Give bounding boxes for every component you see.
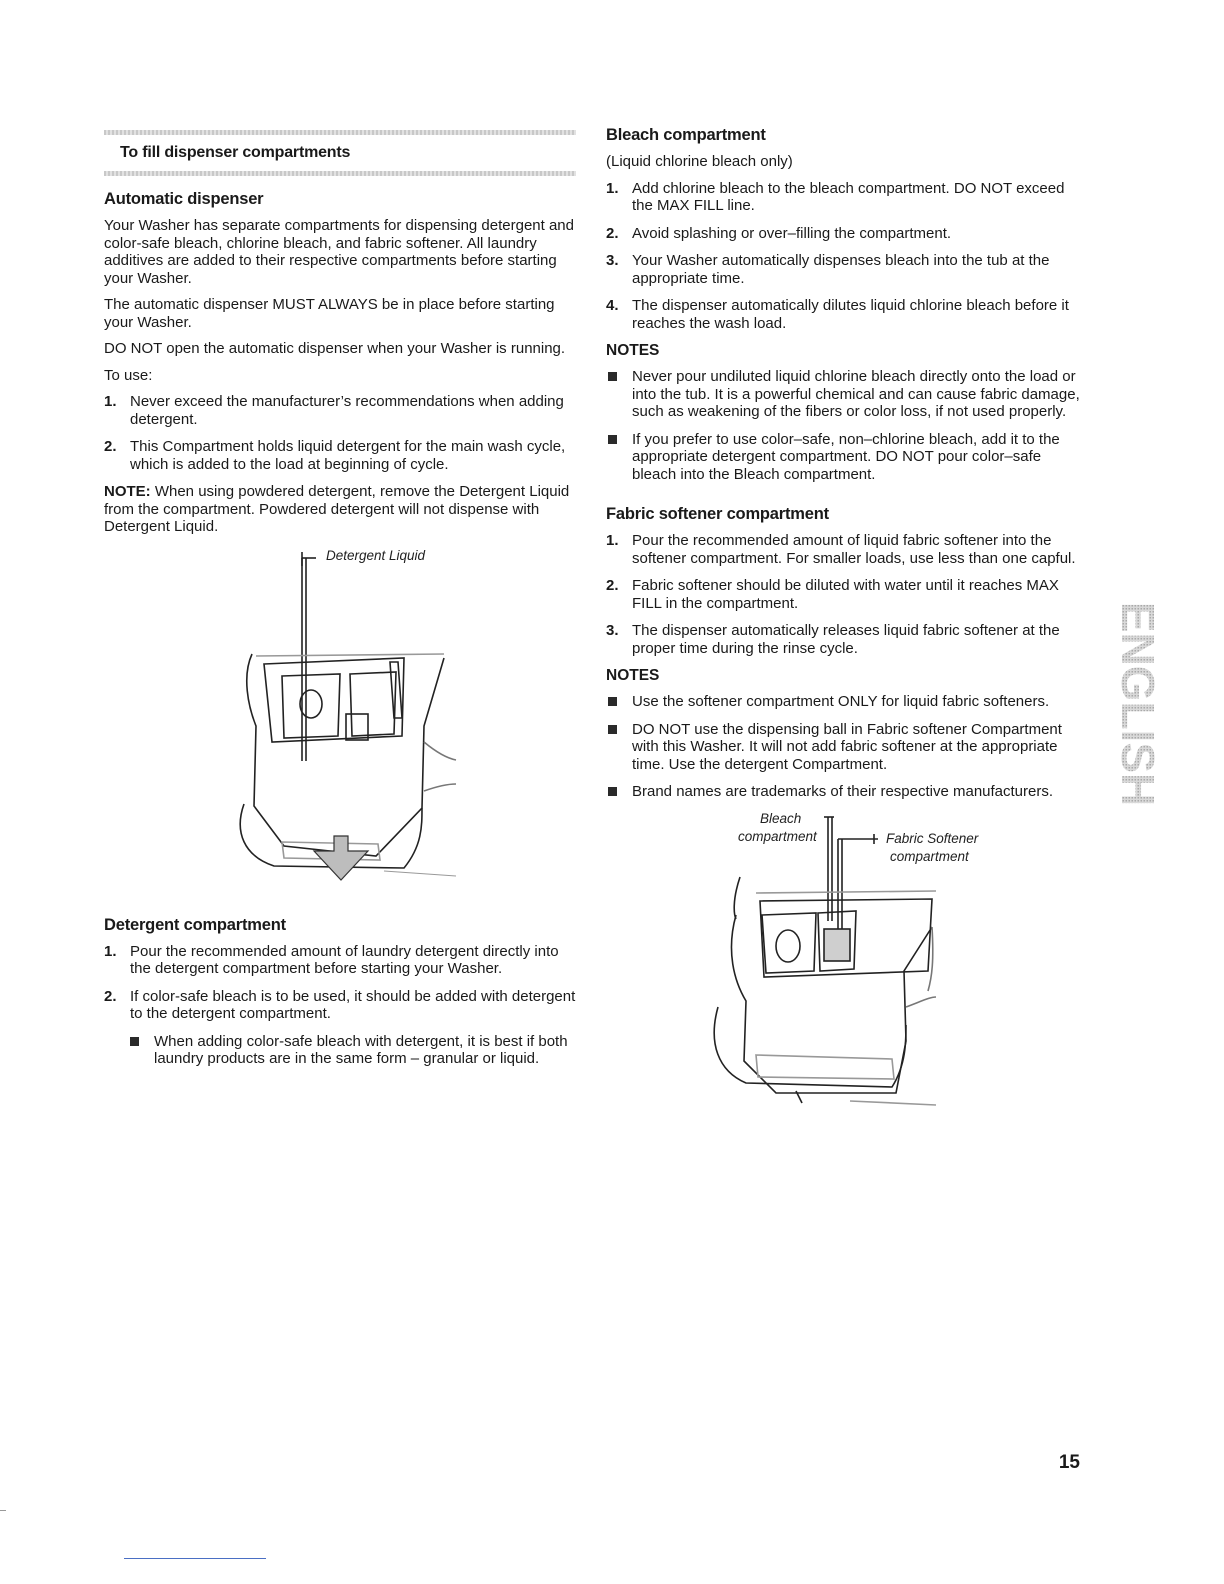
figure-label-bleach: Bleach xyxy=(760,810,802,826)
figure-label-fabric-softener: Fabric Softener xyxy=(886,830,979,846)
paragraph: DO NOT open the automatic dispenser when your Washer is running. xyxy=(104,340,566,357)
list-item: 2. This Compartment holds liquid detergent for the main wash cycle, which is added to the load at beginning of cycle. xyxy=(104,438,566,473)
detergent-bullet xyxy=(128,1033,576,1068)
figure-label-bleach-compartment: compartment xyxy=(738,828,817,844)
list-item: 1. Pour the recommended amount of laundry detergent directly into the detergent compartment before starting your Washer. xyxy=(104,942,559,977)
list-item: Use the softener compartment ONLY for liquid fabric softeners. xyxy=(606,693,1082,711)
list-item: 3. Your Washer automatically dispenses bleach into the tub at the appropriate time. xyxy=(606,252,1050,287)
softener-bleach-figure xyxy=(606,811,1082,1131)
notes-heading: NOTES xyxy=(606,667,660,684)
notes-heading: NOTES xyxy=(606,342,660,359)
page-number: 15 xyxy=(1058,1452,1080,1473)
detergent-compartment-heading: Detergent compartment xyxy=(104,915,286,934)
powdered-note: NOTE: When using powdered detergent, remove the Detergent Liquid from the compartment. Powdered detergent will not dispense with Detergent Liquid. xyxy=(104,483,570,535)
left-column xyxy=(104,128,576,1078)
section-title-box xyxy=(104,128,576,176)
bullet-icon xyxy=(608,697,617,706)
list-item: 3. The dispenser automatically releases liquid fabric softener at the proper time during the rinse cycle. xyxy=(606,622,1060,657)
paragraph: (Liquid chlorine bleach only) xyxy=(606,153,793,170)
list-item: When adding color-safe bleach with detergent, it is best if both laundry products are in the same form – granular or liquid. xyxy=(128,1033,576,1068)
bleach-notes xyxy=(606,368,1082,483)
bullet-icon xyxy=(608,372,617,381)
softener-steps xyxy=(606,532,1082,657)
bleach-steps xyxy=(606,180,1082,333)
right-column xyxy=(606,126,1082,1131)
list-item: 1. Pour the recommended amount of liquid fabric softener into the softener compartment. For smaller loads, use less than one capful. xyxy=(606,532,1076,567)
bullet-icon xyxy=(608,787,617,796)
automatic-steps xyxy=(104,393,576,473)
side-tab-text: ENGLISH xyxy=(1112,601,1164,807)
detergent-liquid-figure xyxy=(104,546,576,916)
figure-label-softener-compartment: compartment xyxy=(890,848,969,864)
list-item: If you prefer to use color–safe, non–chlorine bleach, add it to the appropriate detergent compartment. DO NOT pour color–safe bleach into the Bleach compartment. xyxy=(606,431,1082,484)
automatic-dispenser-heading: Automatic dispenser xyxy=(104,190,264,208)
paragraph: To use: xyxy=(104,366,153,384)
english-tab-graphic xyxy=(1098,576,1164,832)
softener-notes xyxy=(606,693,1082,801)
paragraph: The automatic dispenser MUST ALWAYS be in place before starting your Washer. xyxy=(104,296,555,331)
fabric-softener-heading: Fabric softener compartment xyxy=(606,505,829,523)
list-item: 2. Fabric softener should be diluted with water until it reaches MAX FILL in the compartment. xyxy=(606,577,1059,612)
bleach-compartment-heading: Bleach compartment xyxy=(606,126,766,144)
dispenser-drawer-illustration xyxy=(104,546,576,916)
figure-label-detergent-liquid: Detergent Liquid xyxy=(326,547,426,563)
divider xyxy=(104,171,576,176)
list-item: 1. Never exceed the manufacturer’s recommendations when adding detergent. xyxy=(104,393,564,428)
bullet-icon xyxy=(608,435,617,444)
footer-line xyxy=(124,1558,266,1559)
margin-tick xyxy=(0,1510,6,1511)
list-item: DO NOT use the dispensing ball in Fabric softener Compartment with this Washer. It will not add fabric softener at the appropriate time. Use the detergent Compartment. xyxy=(606,721,1082,774)
divider xyxy=(104,130,576,135)
softener-drawer-illustration xyxy=(606,811,1082,1131)
detergent-steps xyxy=(104,943,576,1023)
list-item: 1. Add chlorine bleach to the bleach compartment. DO NOT exceed the MAX FILL line. xyxy=(606,179,1065,214)
section-title: To fill dispenser compartments xyxy=(120,144,351,161)
language-side-tab xyxy=(1098,576,1164,832)
list-item: 2. If color-safe bleach is to be used, it should be added with detergent to the detergent compartment. xyxy=(104,987,576,1022)
list-item: 4. The dispenser automatically dilutes liquid chlorine bleach before it reaches the wash load. xyxy=(606,297,1069,332)
bullet-icon xyxy=(130,1037,139,1046)
bullet-icon xyxy=(608,725,617,734)
list-item: Brand names are trademarks of their respective manufacturers. xyxy=(606,783,1082,801)
list-item: 2. Avoid splashing or over–filling the compartment. xyxy=(606,224,952,242)
list-item: Never pour undiluted liquid chlorine bleach directly onto the load or into the tub. It is a powerful chemical and can cause fabric damage, such as weakening of the fibers or color loss, if not used properly. xyxy=(606,368,1082,421)
paragraph: Your Washer has separate compartments for dispensing detergent and color-safe bleach, chlorine bleach, and fabric softener. All laundry additives are added to their respective compartments before starting your Washer. xyxy=(104,217,574,287)
